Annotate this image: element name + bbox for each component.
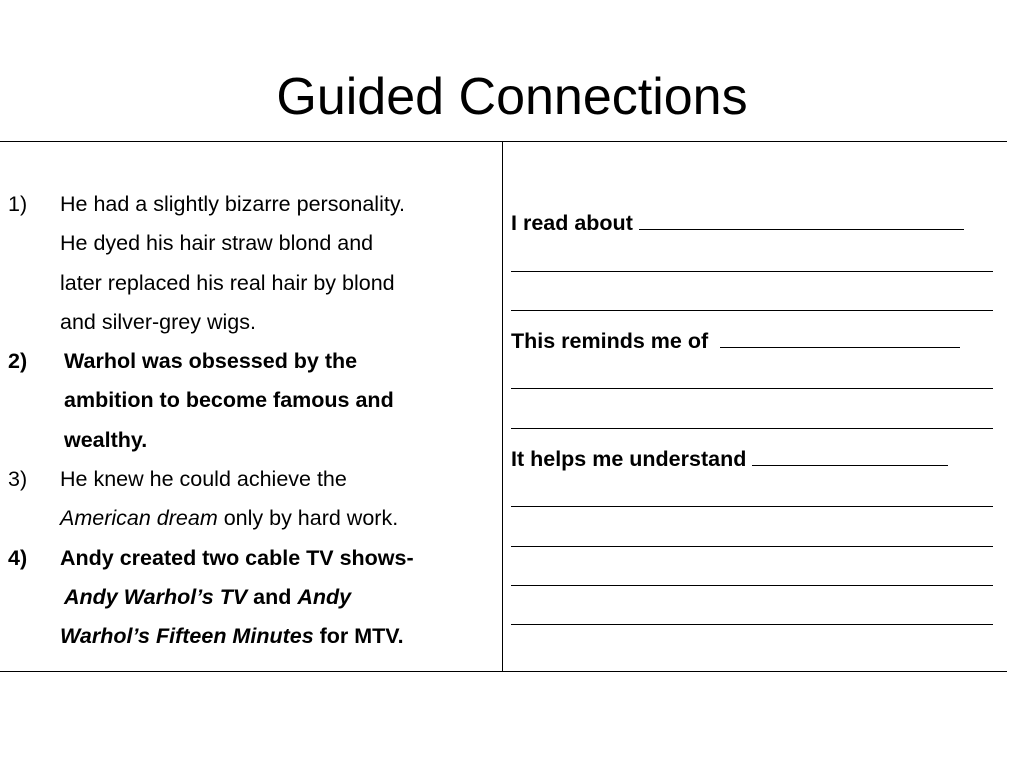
connections-table (0, 141, 1007, 672)
fact-line (60, 499, 500, 538)
fact-line: wealthy. (64, 427, 148, 452)
fact-item-3 (0, 460, 500, 539)
facts-column (0, 185, 500, 657)
answer-line[interactable] (511, 558, 1001, 597)
fact-number: 2) (8, 349, 28, 374)
fact-item-2 (0, 342, 500, 460)
fact-number: 3) (8, 467, 28, 492)
prompt-label: It helps me understand (511, 446, 747, 471)
answer-blank[interactable] (720, 346, 960, 348)
fact-line: He dyed his hair straw blond and (60, 231, 374, 256)
fact-line (60, 617, 500, 656)
fact-item-4 (0, 539, 500, 657)
fact-text: and (247, 584, 298, 609)
response-column (511, 204, 1001, 636)
fact-text: only by hard work. (217, 506, 399, 531)
fact-line: He had a slightly bizarre personality. (60, 192, 405, 216)
fact-item-1 (0, 185, 500, 342)
fact-line: later replaced his real hair by blond (60, 270, 395, 295)
prompt-label: This reminds me of (511, 328, 709, 353)
fact-line: Andy created two cable TV shows- (60, 545, 414, 570)
prompt-read-about (511, 204, 1001, 243)
fact-line (60, 578, 500, 617)
fact-line: ambition to become famous and (64, 388, 394, 413)
fact-emphasis: American dream (60, 506, 218, 531)
page-title: Guided Connections (276, 68, 748, 126)
fact-line: Warhol was obsessed by the (64, 349, 358, 374)
fact-emphasis: Warhol’s Fifteen Minutes (60, 624, 314, 649)
fact-number: 1) (8, 192, 28, 216)
answer-line[interactable] (511, 361, 1001, 400)
prompt-helps-me (511, 440, 1001, 479)
prompt-reminds-me (511, 322, 1001, 361)
answer-line[interactable] (511, 597, 1001, 636)
answer-line[interactable] (511, 283, 1001, 322)
answer-line[interactable] (511, 518, 1001, 557)
prompt-label: I read about (511, 211, 633, 235)
answer-line[interactable] (511, 479, 1001, 518)
fact-line: and silver-grey wigs. (60, 309, 256, 334)
fact-emphasis: Andy (297, 584, 352, 609)
column-divider (502, 142, 503, 671)
answer-blank[interactable] (639, 228, 964, 230)
answer-blank[interactable] (752, 464, 948, 466)
fact-line: He knew he could achieve the (60, 467, 347, 492)
fact-emphasis: Andy Warhol’s TV (64, 584, 248, 609)
fact-number: 4) (8, 545, 28, 570)
fact-text: for MTV. (313, 624, 404, 649)
answer-line[interactable] (511, 243, 1001, 282)
answer-line[interactable] (511, 400, 1001, 439)
